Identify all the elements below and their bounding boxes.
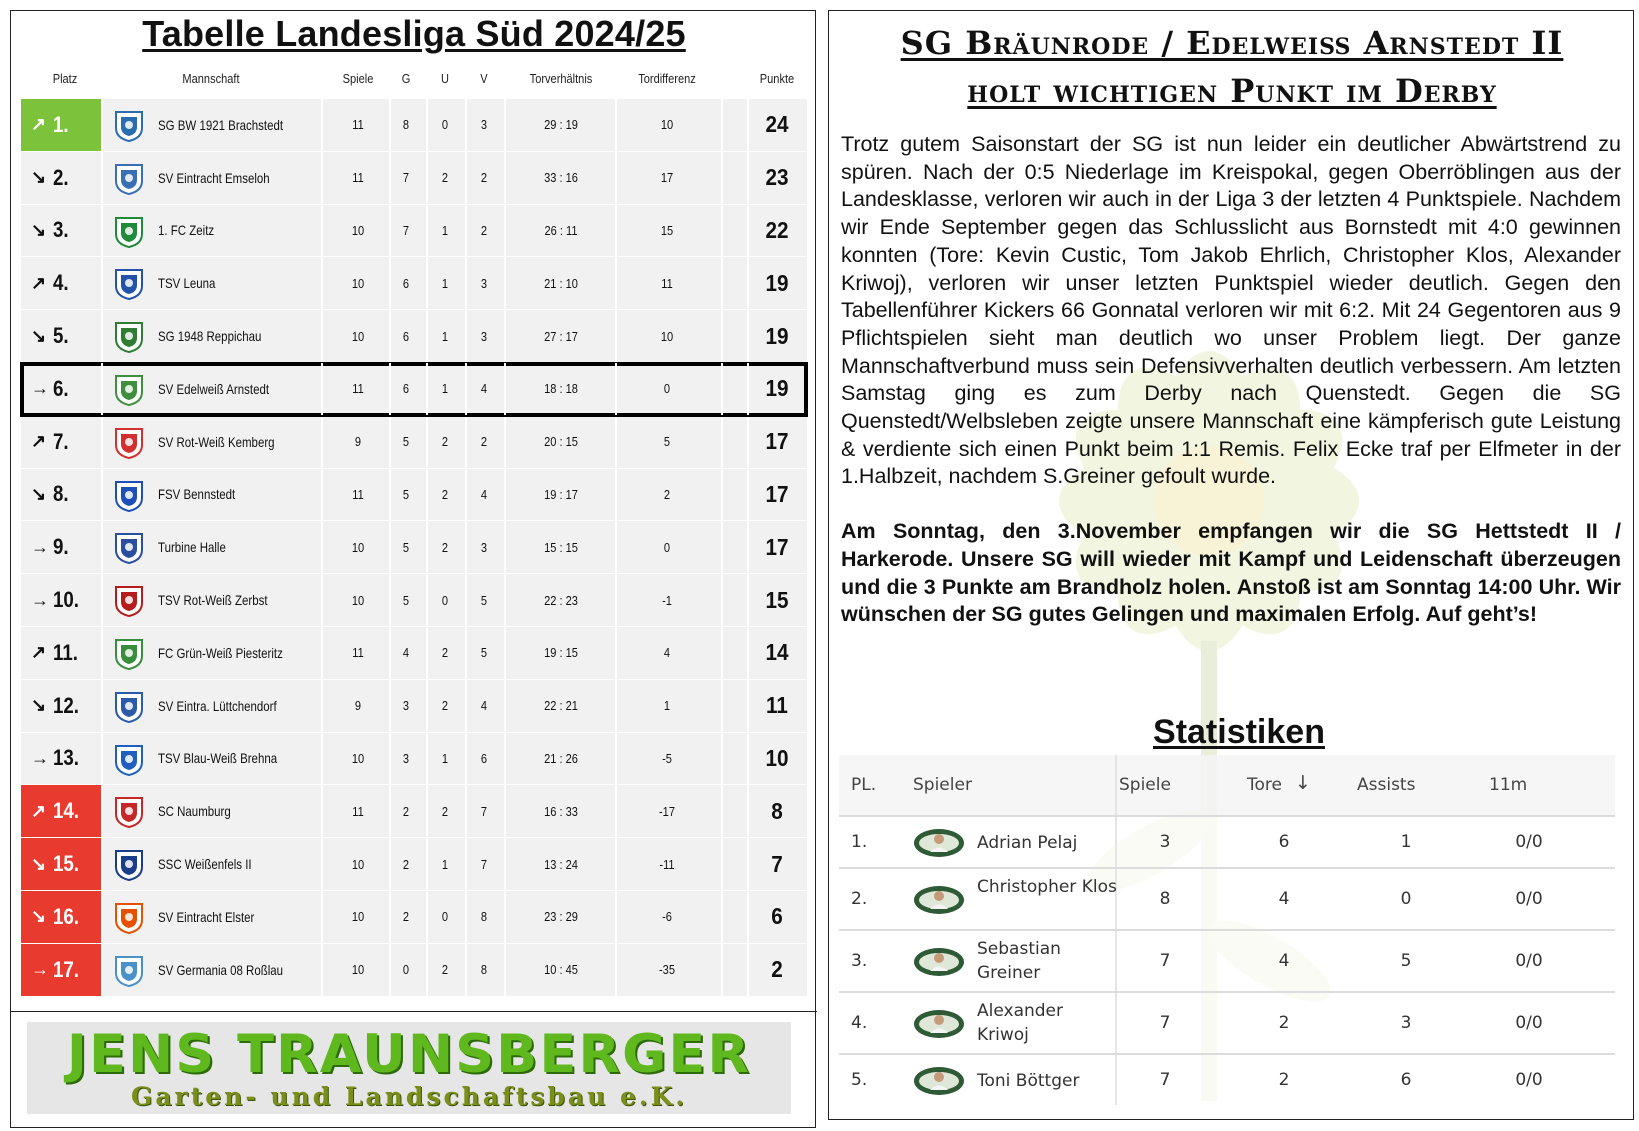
table-row — [21, 205, 807, 258]
table-row — [21, 891, 807, 944]
team-crest-icon — [114, 796, 144, 828]
table-row — [21, 785, 807, 838]
cell-spiele: 10 — [351, 328, 365, 344]
stats-header-assists: Assists — [1357, 775, 1416, 795]
player-assists: 1 — [1400, 832, 1412, 852]
cell-u: 2 — [441, 539, 449, 555]
place-number: 8. — [53, 481, 69, 507]
place-number: 10. — [53, 587, 80, 613]
cell-punkte: 19 — [765, 375, 789, 402]
player-spiele: 7 — [1159, 1070, 1171, 1090]
place-cell — [21, 785, 101, 837]
cell-u: 2 — [441, 962, 449, 978]
place-cell — [21, 680, 101, 732]
cell-g: 6 — [402, 381, 410, 397]
cell-diff: 0 — [663, 381, 671, 397]
cell-tore: 19 : 17 — [544, 486, 578, 502]
team-name: TSV Leuna — [158, 275, 216, 292]
place-number: 6. — [53, 375, 69, 401]
cell-u: 0 — [441, 592, 449, 608]
sort-down-icon[interactable]: ↓ — [1295, 772, 1311, 794]
team-crest-icon — [114, 216, 144, 248]
trend-arrow-icon: → — [31, 959, 49, 980]
trend-arrow-icon: ↘ — [31, 167, 47, 188]
cell-spiele: 9 — [354, 434, 362, 450]
player-rank: 4. — [851, 1013, 868, 1033]
cell-punkte: 17 — [765, 428, 789, 455]
team-crest-icon — [114, 163, 144, 195]
cell-diff: 1 — [663, 698, 671, 714]
cell-punkte: 17 — [765, 533, 789, 560]
place-number: 15. — [53, 851, 80, 877]
player-11m: 0/0 — [1515, 1013, 1543, 1033]
team-name: SC Naumburg — [158, 803, 231, 820]
team-name: FSV Bennstedt — [158, 486, 236, 503]
cell-g: 4 — [402, 645, 410, 661]
cell-u: 1 — [441, 856, 449, 872]
cell-diff: 0 — [663, 539, 671, 555]
stats-row — [839, 929, 1615, 991]
player-rank: 2. — [851, 889, 868, 909]
cell-spiele: 10 — [351, 962, 365, 978]
team-crest-icon — [114, 849, 144, 881]
place-number: 16. — [53, 903, 80, 929]
place-cell — [21, 310, 101, 362]
player-avatar — [913, 1009, 965, 1039]
place-number: 3. — [53, 217, 69, 243]
team-name: Turbine Halle — [158, 539, 226, 556]
cell-spiele: 10 — [351, 222, 365, 238]
cell-punkte: 11 — [766, 692, 788, 719]
place-number: 2. — [53, 164, 69, 190]
stats-rows — [839, 815, 1615, 1105]
player-name: Christopher Klos — [977, 877, 1117, 897]
team-crest-icon — [114, 638, 144, 670]
table-row — [21, 574, 807, 627]
cell-g: 5 — [402, 434, 410, 450]
team-name: SG BW 1921 Brachstedt — [158, 116, 284, 133]
place-number: 11. — [53, 639, 78, 665]
table-row — [21, 733, 807, 786]
cell-v: 2 — [480, 222, 488, 238]
player-tore: 4 — [1278, 951, 1290, 971]
trend-arrow-icon: ↗ — [31, 272, 47, 293]
player-avatar — [913, 885, 965, 915]
cell-punkte: 8 — [771, 797, 783, 824]
cell-tore: 27 : 17 — [544, 328, 578, 344]
team-name: TSV Rot-Weiß Zerbst — [158, 592, 268, 609]
place-cell — [21, 838, 101, 890]
headline-line-1: SG Bräunrode / Edelweiß Arnstedt II — [900, 24, 1564, 62]
cell-spiele: 9 — [354, 698, 362, 714]
cell-v: 7 — [480, 856, 488, 872]
team-name: SV Germania 08 Roßlau — [158, 961, 284, 978]
place-cell — [21, 627, 101, 679]
player-spiele: 8 — [1159, 889, 1171, 909]
header-v: V — [480, 71, 488, 86]
team-name: 1. FC Zeitz — [158, 222, 215, 239]
cell-u: 1 — [441, 750, 449, 766]
place-number: 12. — [53, 692, 80, 718]
cell-v: 8 — [480, 909, 488, 925]
cell-v: 2 — [480, 434, 488, 450]
trend-arrow-icon: ↘ — [31, 906, 47, 927]
trend-arrow-icon: ↗ — [31, 431, 47, 452]
header-spiele: Spiele — [342, 71, 374, 86]
cell-diff: 10 — [660, 117, 674, 133]
team-crest-icon — [114, 532, 144, 564]
player-assists: 0 — [1400, 889, 1412, 909]
table-row — [21, 838, 807, 891]
cell-diff: -6 — [662, 909, 672, 925]
article-panel — [828, 10, 1634, 1120]
cell-v: 3 — [480, 328, 488, 344]
cell-punkte: 19 — [765, 322, 789, 349]
team-crest-icon — [114, 691, 144, 723]
cell-tore: 10 : 45 — [544, 962, 578, 978]
cell-punkte: 15 — [765, 586, 789, 613]
table-row — [21, 152, 807, 205]
place-number: 4. — [53, 270, 69, 296]
table-row — [21, 680, 807, 733]
team-crest-icon — [114, 480, 144, 512]
stats-title: Statistiken — [1153, 713, 1325, 751]
team-name: TSV Blau-Weiß Brehna — [158, 750, 278, 767]
table-row — [21, 363, 807, 416]
cell-g: 6 — [402, 275, 410, 291]
player-avatar — [913, 1066, 965, 1096]
place-cell — [21, 944, 101, 996]
place-number: 7. — [53, 428, 69, 454]
cell-spiele: 11 — [352, 803, 364, 819]
stats-row — [839, 867, 1615, 929]
place-cell — [21, 733, 101, 785]
cell-g: 7 — [402, 170, 410, 186]
player-assists: 5 — [1400, 951, 1412, 971]
place-cell — [21, 99, 101, 151]
cell-v: 5 — [480, 592, 488, 608]
cell-diff: -1 — [662, 592, 672, 608]
player-avatar — [913, 947, 965, 977]
header-u: U — [441, 71, 449, 86]
player-name: Toni Böttger — [977, 1071, 1080, 1091]
table-row — [21, 99, 807, 152]
table-title: Tabelle Landesliga Süd 2024/25 — [142, 13, 686, 54]
cell-tore: 33 : 16 — [544, 170, 578, 186]
place-number: 13. — [53, 745, 80, 771]
cell-spiele: 10 — [351, 275, 365, 291]
cell-punkte: 17 — [765, 480, 789, 507]
cell-diff: 10 — [660, 328, 674, 344]
player-11m: 0/0 — [1515, 1070, 1543, 1090]
cell-diff: 11 — [661, 275, 673, 291]
table-row — [21, 521, 807, 574]
team-name: SV Eintra. Lüttchendorf — [158, 697, 277, 714]
cell-u: 0 — [441, 909, 449, 925]
cell-g: 0 — [402, 962, 410, 978]
player-name: Adrian Pelaj — [977, 833, 1078, 853]
trend-arrow-icon: → — [31, 378, 49, 399]
player-name: Sebastian Greiner — [977, 939, 1061, 983]
cell-punkte: 2 — [771, 956, 783, 983]
player-tore: 4 — [1278, 889, 1290, 909]
trend-arrow-icon: → — [31, 589, 49, 610]
place-cell — [21, 416, 101, 468]
place-cell — [21, 469, 101, 521]
trend-arrow-icon: ↗ — [31, 642, 47, 663]
article-paragraph-1: Trotz gutem Saisonstart der SG ist nun leider ein deutlicher Abwärtstrend zu spüren. Nach der 0:5 Niederlage im Kreispokal, gegen Oberröblingen aus der Landesklasse, verloren wir auch in der Liga 3 der letzten 4 Punktspiele. Nachdem wir Ende September gegen das Schlusslicht aus Bornstedt mit 4:0 gewinnen konnten (Tore: Kevin Custic, Tom Jakob Ehrlich, Christopher Klos, Alexander Kriwoj), verloren wir unser letzten Punktspiel wieder deutlich. Gegen den Tabellenführer Kickers 66 Gonnatal verloren wir mit 6:2. Mit 24 Gegentoren aus 9 Pflichtspielen sieht man deutlich wo unser Problem liegt. Der ganze Mannschaftverbund muss sein Defensivverhalten deutlich verbessern. Am letzten Samstag ging es zum Derby nach Quenstedt. Gegen die SG Quenstedt/Welbsleben zeigte unsere Mannschaft eine kämpferisch gute Leistung & verdiente sich einen Punkt beim 1:1 Remis. Felix Ecke traf per Elfmeter in der 1.Halbzeit, nachdem S.Greiner gefoult wurde. — [841, 132, 1621, 489]
cell-v: 2 — [480, 170, 488, 186]
trend-arrow-icon: ↘ — [31, 853, 47, 874]
cell-diff: -17 — [659, 803, 675, 819]
cell-tore: 18 : 18 — [544, 381, 578, 397]
trend-arrow-icon: → — [31, 747, 49, 768]
cell-u: 1 — [441, 381, 449, 397]
cell-g: 2 — [402, 856, 410, 872]
sponsor-name: JENS TRAUNSBERGER — [66, 1024, 752, 1085]
cell-punkte: 24 — [765, 111, 789, 138]
cell-v: 5 — [480, 645, 488, 661]
table-row — [21, 469, 807, 522]
player-rank: 1. — [851, 832, 868, 852]
place-number: 5. — [53, 323, 69, 349]
team-crest-icon — [114, 427, 144, 459]
place-cell — [21, 152, 101, 204]
place-number: 9. — [53, 534, 69, 560]
cell-punkte: 6 — [771, 903, 783, 930]
cell-v: 3 — [480, 275, 488, 291]
cell-v: 3 — [480, 117, 488, 133]
header-g: G — [401, 71, 411, 86]
table-row — [21, 310, 807, 363]
cell-v: 4 — [480, 486, 488, 502]
article-headline — [829, 19, 1634, 115]
cell-punkte: 7 — [771, 850, 783, 877]
trend-arrow-icon: ↘ — [31, 695, 47, 716]
team-crest-icon — [114, 744, 144, 776]
team-crest-icon — [114, 902, 144, 934]
cell-u: 1 — [441, 328, 449, 344]
sponsor-banner — [11, 1011, 817, 1129]
stats-header-spiele: Spiele — [1119, 775, 1171, 795]
team-name: SSC Weißenfels II — [158, 856, 252, 873]
place-cell — [21, 891, 101, 943]
team-name: SV Eintracht Emseloh — [158, 169, 270, 186]
cell-spiele: 11 — [352, 381, 364, 397]
stats-row — [839, 1053, 1615, 1105]
cell-tore: 16 : 33 — [544, 803, 578, 819]
place-cell — [21, 574, 101, 626]
team-crest-icon — [114, 110, 144, 142]
player-11m: 0/0 — [1515, 832, 1543, 852]
player-avatar — [913, 828, 965, 858]
trend-arrow-icon: → — [31, 536, 49, 557]
cell-u: 2 — [441, 434, 449, 450]
cell-u: 2 — [441, 698, 449, 714]
sponsor-subtitle: Garten- und Landschaftsbau e.K. — [130, 1082, 688, 1111]
cell-g: 5 — [402, 539, 410, 555]
cell-g: 3 — [402, 698, 410, 714]
cell-tore: 19 : 15 — [544, 645, 578, 661]
cell-u: 2 — [441, 803, 449, 819]
cell-diff: 17 — [660, 170, 674, 186]
cell-u: 2 — [441, 486, 449, 502]
player-11m: 0/0 — [1515, 889, 1543, 909]
cell-tore: 22 : 23 — [544, 592, 578, 608]
cell-tore: 26 : 11 — [544, 222, 578, 238]
player-spiele: 7 — [1159, 951, 1171, 971]
cell-u: 1 — [441, 222, 449, 238]
cell-tore: 29 : 19 — [544, 117, 578, 133]
cell-g: 2 — [402, 909, 410, 925]
cell-g: 6 — [402, 328, 410, 344]
stats-header-spieler: Spieler — [913, 775, 972, 795]
header-mannschaft: Mannschaft — [182, 71, 240, 86]
team-name: SG 1948 Reppichau — [158, 328, 262, 345]
cell-v: 7 — [480, 803, 488, 819]
cell-u: 1 — [441, 275, 449, 291]
cell-punkte: 10 — [765, 744, 789, 771]
stats-row — [839, 815, 1615, 867]
cell-u: 2 — [441, 170, 449, 186]
trend-arrow-icon: ↘ — [31, 483, 47, 504]
player-stats-table — [839, 755, 1615, 1105]
cell-punkte: 14 — [765, 639, 789, 666]
trend-arrow-icon: ↘ — [31, 219, 47, 240]
team-name: SV Edelweiß Arnstedt — [158, 380, 270, 397]
place-number: 17. — [53, 956, 80, 982]
player-spiele: 7 — [1159, 1013, 1171, 1033]
team-crest-icon — [114, 585, 144, 617]
stats-row — [839, 991, 1615, 1053]
cell-spiele: 10 — [351, 539, 365, 555]
headline-line-2: holt wichtigen Punkt im Derby — [967, 72, 1497, 110]
player-tore: 2 — [1278, 1070, 1290, 1090]
cell-u: 2 — [441, 645, 449, 661]
player-11m: 0/0 — [1515, 951, 1543, 971]
player-rank: 3. — [851, 951, 868, 971]
player-name: Alexander Kriwoj — [977, 1001, 1064, 1045]
team-crest-icon — [114, 268, 144, 300]
cell-spiele: 11 — [352, 117, 364, 133]
article-body — [841, 131, 1621, 629]
table-row — [21, 416, 807, 469]
cell-punkte: 22 — [765, 216, 789, 243]
sponsor-logo — [27, 1022, 791, 1114]
player-assists: 6 — [1400, 1070, 1412, 1090]
place-number: 14. — [53, 798, 80, 824]
cell-punkte: 19 — [765, 269, 789, 296]
team-crest-icon — [114, 321, 144, 353]
header-punkte: Punkte — [759, 71, 795, 86]
cell-spiele: 11 — [352, 645, 364, 661]
cell-spiele: 10 — [351, 856, 365, 872]
league-table-panel — [10, 10, 816, 1128]
place-cell — [21, 521, 101, 573]
cell-diff: 2 — [663, 486, 671, 502]
place-cell — [21, 257, 101, 309]
table-row — [21, 944, 807, 997]
team-name: SV Rot-Weiß Kemberg — [158, 433, 275, 450]
header-tordifferenz: Tordifferenz — [638, 71, 696, 86]
trend-arrow-icon: ↗ — [31, 114, 47, 135]
cell-tore: 15 : 15 — [544, 539, 578, 555]
cell-tore: 23 : 29 — [544, 909, 578, 925]
article-paragraph-2: Am Sonntag, den 3.November empfangen wir die SG Hettstedt II / Harkerode. Unsere SG will wieder mit Kampf und Leidenschaft überzeugen und die 3 Punkte am Brandholz holen. Anstoß ist am Sonntag 14:00 Uhr. Wir wünschen der SG gutes Gelingen und maximalen Erfolg. Auf geht’s! — [841, 519, 1621, 627]
cell-tore: 21 : 26 — [544, 750, 578, 766]
cell-diff: 15 — [660, 222, 674, 238]
cell-g: 8 — [402, 117, 410, 133]
header-torverhaeltnis: Torverhältnis — [529, 71, 593, 86]
team-name: FC Grün-Weiß Piesteritz — [158, 644, 283, 661]
cell-punkte: 23 — [765, 164, 789, 191]
table-row — [21, 627, 807, 680]
cell-spiele: 10 — [351, 909, 365, 925]
cell-spiele: 11 — [352, 486, 364, 502]
place-cell — [21, 363, 101, 415]
cell-spiele: 10 — [351, 592, 365, 608]
cell-g: 3 — [402, 750, 410, 766]
cell-diff: 5 — [663, 434, 671, 450]
cell-tore: 20 : 15 — [544, 434, 578, 450]
trend-arrow-icon: ↘ — [31, 325, 47, 346]
cell-tore: 13 : 24 — [544, 856, 578, 872]
player-rank: 5. — [851, 1070, 868, 1090]
header-platz: Platz — [52, 71, 78, 86]
cell-v: 3 — [480, 539, 488, 555]
cell-v: 6 — [480, 750, 488, 766]
stats-header-pl: PL. — [851, 775, 877, 795]
stats-header-tore[interactable]: Tore — [1247, 775, 1282, 795]
player-spiele: 3 — [1159, 832, 1171, 852]
player-tore: 2 — [1278, 1013, 1290, 1033]
team-crest-icon — [114, 374, 144, 406]
table-row — [21, 257, 807, 310]
cell-tore: 21 : 10 — [544, 275, 578, 291]
cell-diff: 4 — [663, 645, 671, 661]
stats-header-row — [839, 755, 1615, 815]
cell-g: 5 — [402, 486, 410, 502]
cell-g: 7 — [402, 222, 410, 238]
cell-v: 4 — [480, 381, 488, 397]
cell-tore: 22 : 21 — [544, 698, 578, 714]
cell-g: 5 — [402, 592, 410, 608]
cell-v: 8 — [480, 962, 488, 978]
cell-diff: -5 — [662, 750, 672, 766]
cell-g: 2 — [402, 803, 410, 819]
cell-spiele: 11 — [352, 170, 364, 186]
standings-table — [21, 99, 807, 997]
player-assists: 3 — [1400, 1013, 1412, 1033]
place-number: 1. — [53, 111, 69, 137]
player-tore: 6 — [1278, 832, 1290, 852]
cell-spiele: 10 — [351, 750, 365, 766]
team-crest-icon — [114, 955, 144, 987]
team-name: SV Eintracht Elster — [158, 908, 255, 925]
cell-v: 4 — [480, 698, 488, 714]
stats-header-11m: 11m — [1489, 775, 1528, 795]
trend-arrow-icon: ↗ — [31, 800, 47, 821]
cell-u: 0 — [441, 117, 449, 133]
cell-diff: -11 — [659, 856, 675, 872]
place-cell — [21, 205, 101, 257]
cell-diff: -35 — [659, 962, 675, 978]
